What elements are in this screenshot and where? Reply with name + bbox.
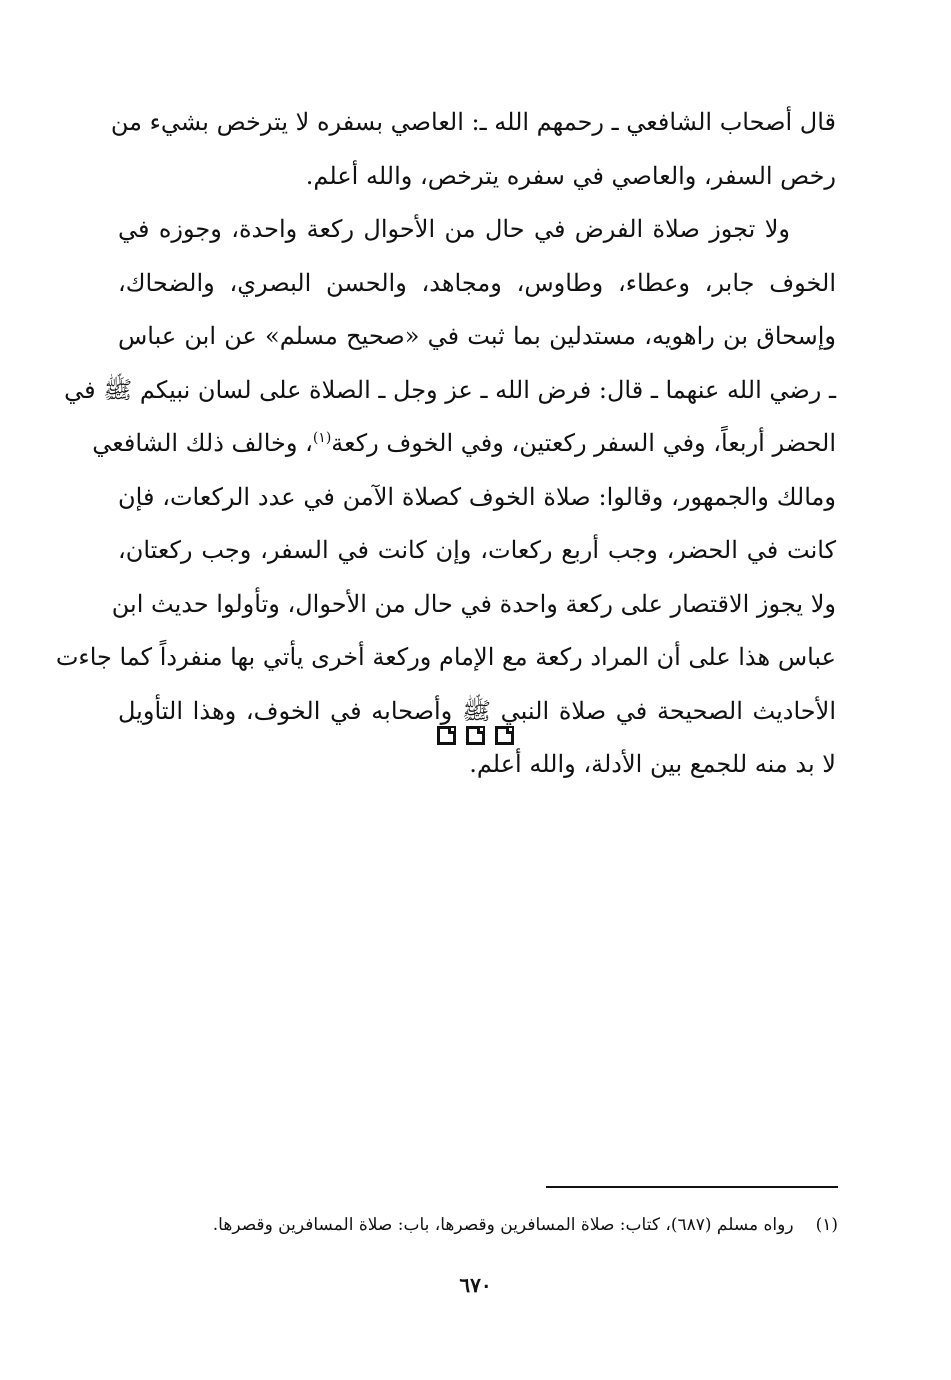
text-line: ومالك والجمهور، وقالوا: صلاة الخوف كصلاة الآمن في عدد الركعات، فإن <box>118 482 836 511</box>
text-segment: الحضر أربعاً، وفي السفر ركعتين، وفي الخوف ركعة <box>331 429 836 457</box>
text-line: قال أصحاب الشافعي ـ رحمهم الله ـ: العاصي بسفره لا يترخص بشيء من <box>110 108 836 136</box>
footnote-separator <box>546 1186 838 1188</box>
text-line: الأحاديث الصحيحة في صلاة النبي ﷺ وأصحابه في الخوف، وهذا التأويل <box>118 696 836 725</box>
text-line: الخوف جابر، وعطاء، وطاوس، ومجاهد، والحسن البصري، والضحاك، <box>118 268 836 297</box>
ornament-square-icon <box>437 726 456 745</box>
footnote-number: (١) <box>815 1215 838 1235</box>
text-line: وإسحاق بن راهويه، مستدلين بما ثبت في «صحيح مسلم» عن ابن عباس <box>118 322 836 350</box>
ornament-square-icon <box>495 726 514 745</box>
text-line-with-footnote-ref <box>92 417 836 471</box>
text-line: رخص السفر، والعاصي في سفره يترخص، والله أعلم. <box>305 161 836 190</box>
text-line: ـ رضي الله عنهما ـ قال: فرض الله ـ عز وجل ـ الصلاة على لسان نبيكم ﷺ في <box>64 375 836 404</box>
footnote-reference[interactable]: (١) <box>312 430 332 446</box>
text-segment: ، وخالف ذلك الشافعي <box>92 429 313 457</box>
text-line: كانت في الحضر، وجب أربع ركعات، وإن كانت في السفر، وجب ركعتان، <box>118 536 836 564</box>
text-line: لا بد منه للجمع بين الأدلة، والله أعلم. <box>469 750 836 778</box>
text-line: عباس هذا على أن المراد ركعة مع الإمام وركعة أخرى يأتي بها منفرداً كما جاءت <box>55 643 836 671</box>
page-number: ٦٧٠ <box>459 1273 492 1297</box>
footnote <box>213 1210 838 1240</box>
footnote-text: رواه مسلم (٦٨٧)، كتاب: صلاة المسافرين وقصرها، باب: صلاة المسافرين وقصرها. <box>212 1215 794 1235</box>
text-line: ولا تجوز صلاة الفرض في حال من الأحوال ركعة واحدة، وجوزه في <box>118 215 791 243</box>
text-line: ولا يجوز الاقتصار على ركعة واحدة في حال من الأحوال، وتأولوا حديث ابن <box>111 589 836 618</box>
section-end-ornament <box>0 726 951 745</box>
ornament-square-icon <box>466 726 485 745</box>
main-text <box>55 96 836 792</box>
